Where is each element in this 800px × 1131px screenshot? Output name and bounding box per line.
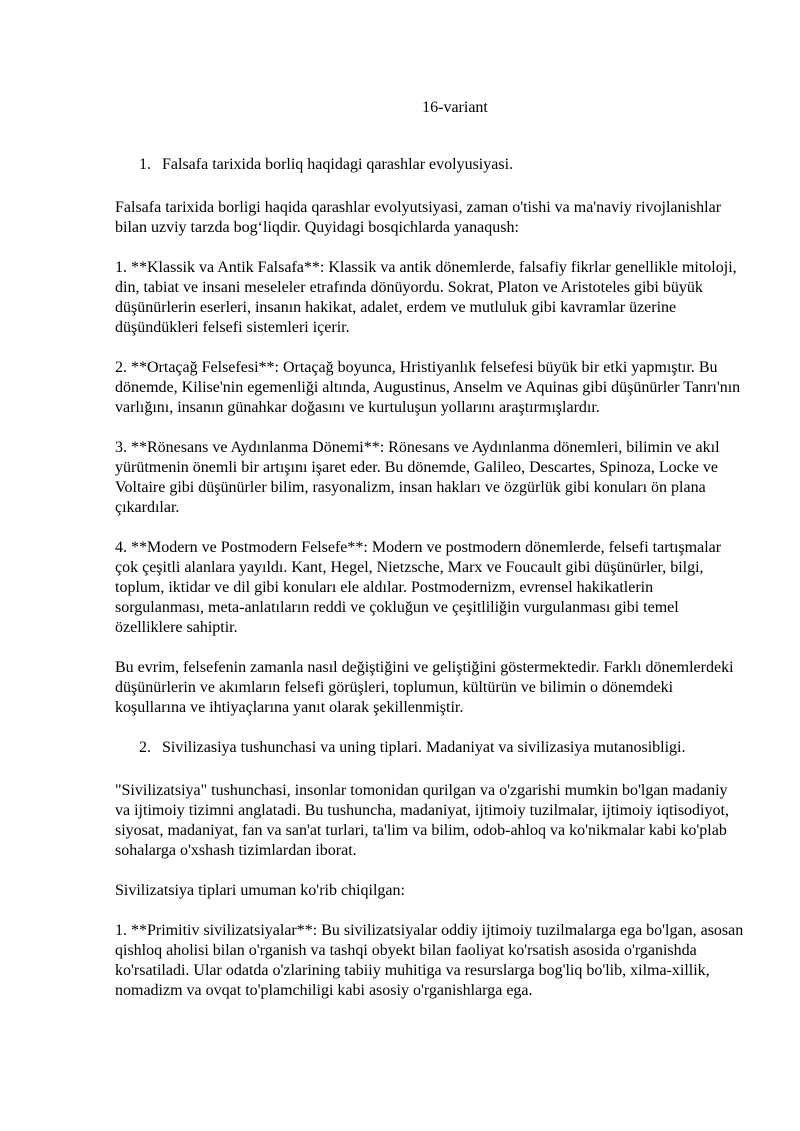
civilization-type-1-paragraph: 1. **Primitiv sivilizatsiyalar**: Bu sivilizatsiyalar oddiy ijtimoiy tuzilmalarga ega bo'lgan, asosan qishloq aholisi bilan o'rganish va tashqi obyekt bilan faoliyat ko'rsatish asosida o'rganishda ko'rsatiladi. Ular odatda o'zlarining tabiiy muhitiga va resurslarga bog'liq bo'lib, xilma-xillik, nomadizm va ovqat to'plamchiligi kabi asosiy o'rganishlarga ega. (115, 922, 744, 999)
question-2-text: Sivilizasiya tushunchasi va uning tiplari. Madaniyat va sivilizasiya mutanosibligi. (162, 739, 686, 756)
conclusion-paragraph: Bu evrim, felsefenin zamanla nasıl değiştiğini ve geliştiğini göstermektedir. Farklı dönemlerdeki düşünürlerin ve akımların felsefi görüşleri, toplumun, kültürün ve bilimin o dönemdeki koşullarına ve ihtiyaçlarına yanıt olarak şekillenmiştir. (115, 659, 734, 716)
question-2-number: 2. (139, 739, 151, 756)
question-1-text: Falsafa tarixida borliq haqidagi qarashlar evolyusiyasi. (162, 156, 514, 173)
civilization-definition-paragraph: "Sivilizatsiya" tushunchasi, insonlar tomonidan qurilgan va o'zgarishi mumkin bo'lgan madaniy va ijtimoiy tizimni anglatadi. Bu tushuncha, madaniyat, ijtimoiy tuzilmalar, ijtimoiy iqtisodiyot, siyosat, madaniyat, fan va san'at turlari, ta'lim va bilim, odob-ahloq va ko'nikmalar kabi ko'plab sohalarga o'xshash tizimlardan iborat. (115, 782, 729, 859)
document-title: 16-variant (422, 99, 488, 116)
question-2 (115, 738, 745, 758)
question-1-number: 1. (139, 156, 151, 173)
intro-paragraph: Falsafa tarixida borligi haqida qarashlar evolyutsiyasi, zaman o'tishi va ma'naviy rivojlanishlar bilan uzviy tarzda bog‘liqdir. Quyidagi bosqichlarda yanaqush: (115, 199, 722, 236)
stage-4-paragraph: 4. **Modern ve Postmodern Felsefe**: Modern ve postmodern dönemlerde, felsefi tartışmalar çok çeşitli alanlara yayıldı. Kant, Hegel, Nietzsche, Marx ve Foucault gibi düşünürler, bilgi, toplum, iktidar ve dil gibi konuları ele aldılar. Postmodernizm, evrensel hakikatlerin sorgulanması, meta-anlatıların reddi ve çokluğun ve çeşitliliğin vurgulanması gibi temel özelliklere sahiptir. (115, 539, 722, 636)
stage-1-paragraph: 1. **Klassik va Antik Falsafa**: Klassik va antik dönemlerde, falsafiy fikrlar genellikle mitoloji, din, tabiat ve insani meseleler etrafında dönüyordu. Sokrat, Platon ve Aristoteles gibi büyük düşünürlerin eserleri, insanın hakikat, adalet, erdem ve mutluluk gibi kavramlar üzerine düşündükleri felsefi sistemleri içerir. (115, 259, 737, 336)
question-1 (115, 155, 745, 175)
civilization-types-intro: Sivilizatsiya tiplari umuman ko'rib chiqilgan: (115, 882, 405, 899)
stage-2-paragraph: 2. **Ortaçağ Felsefesi**: Ortaçağ boyunca, Hristiyanlık felsefesi büyük bir etki yapmıştır. Bu dönemde, Kilise'nin egemenliği altında, Augustinus, Anselm ve Aquinas gibi düşünürler Tanrı'nın varlığını, insanın günahkar doğasını ve kurtuluşun yollarını araştırmışlardır. (115, 359, 741, 416)
stage-3-paragraph: 3. **Rönesans ve Aydınlanma Dönemi**: Rönesans ve Aydınlanma dönemleri, bilimin ve akıl yürütmenin önemli bir artışını işaret eder. Bu dönemde, Galileo, Descartes, Spinoza, Locke ve Voltaire gibi düşünürler bilim, rasyonalizm, insan hakları ve özgürlük gibi konuları ön plana çıkardılar. (115, 439, 720, 516)
document-page (115, 98, 745, 1021)
